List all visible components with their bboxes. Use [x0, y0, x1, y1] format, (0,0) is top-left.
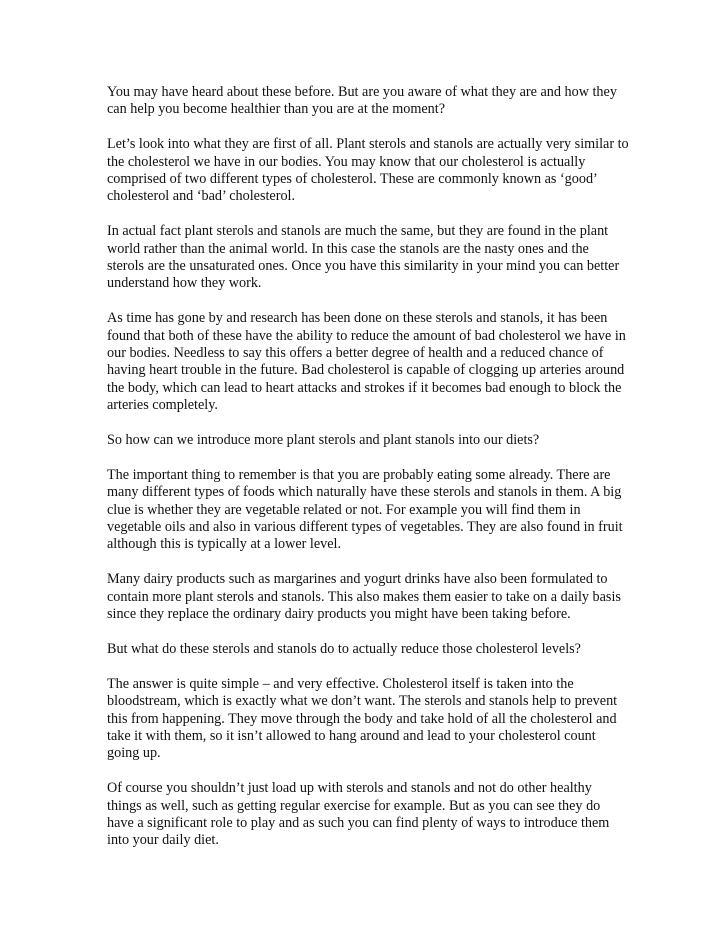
paragraph-intro: You may have heard about these before. But are you aware of what they are and how they can help you become healthier than you are at the moment? [107, 84, 617, 118]
paragraph-question-mechanism: But what do these sterols and stanols do to actually reduce those cholesterol levels? [107, 640, 581, 657]
paragraph-question-diet: So how can we introduce more plant sterols and plant stanols into our diets? [107, 432, 540, 449]
paragraph-conclusion: Of course you shouldn’t just load up with sterols and stanols and not do other healthy things as well, such as getting regular exercise for example. But as you can see they do have a significant role to play and as such you can find plenty of ways to introduce them into your daily diet. [107, 780, 610, 849]
paragraph-plant-vs-animal: In actual fact plant sterols and stanols are much the same, but they are found in the plant world rather than the animal world. In this case the stanols are the nasty ones and the sterols are the unsaturated ones. Once you have this similarity in your mind you can better understand how they work. [107, 223, 620, 292]
paragraph-answer: The answer is quite simple – and very effective. Cholesterol itself is taken into the bloodstream, which is exactly what we don’t want. The sterols and stanols help to prevent this from happening. They move through the body and take hold of all the cholesterol and take it with them, so it isn’t allowed to hang around and lead to your cholesterol count going up. [107, 675, 618, 762]
paragraph-research: As time has gone by and research has been done on these sterols and stanols, it has been found that both of these have the ability to reduce the amount of bad cholesterol we have in our bodies. Needless to say this offers a better degree of health and a reduced chance of having heart trouble in the future. Bad cholesterol is capable of clogging up arteries around the body, which can lead to heart attacks and strokes if it becomes bad enough to block the arteries completely. [107, 310, 626, 414]
paragraph-food-sources: The important thing to remember is that you are probably eating some already. There are many different types of foods which naturally have these sterols and stanols in them. A big clue is whether they are vegetable related or not. For example you will find them in vegetable oils and also in various different types of vegetables. They are also found in fruit although this is typically at a lower level. [107, 466, 623, 553]
paragraph-dairy-products: Many dairy products such as margarines and yogurt drinks have also been formulated to contain more plant sterols and stanols. This also makes them easier to take on a daily basis since they replace the ordinary dairy products you might have been taking before. [107, 571, 621, 623]
paragraph-sterols-definition: Let’s look into what they are first of all. Plant sterols and stanols are actually very similar to the cholesterol we have in our bodies. You may know that our cholesterol is actually comprised of two different types of cholesterol. These are commonly known as ‘good’ cholesterol and ‘bad’ cholesterol. [107, 136, 629, 205]
document-body [107, 84, 629, 850]
